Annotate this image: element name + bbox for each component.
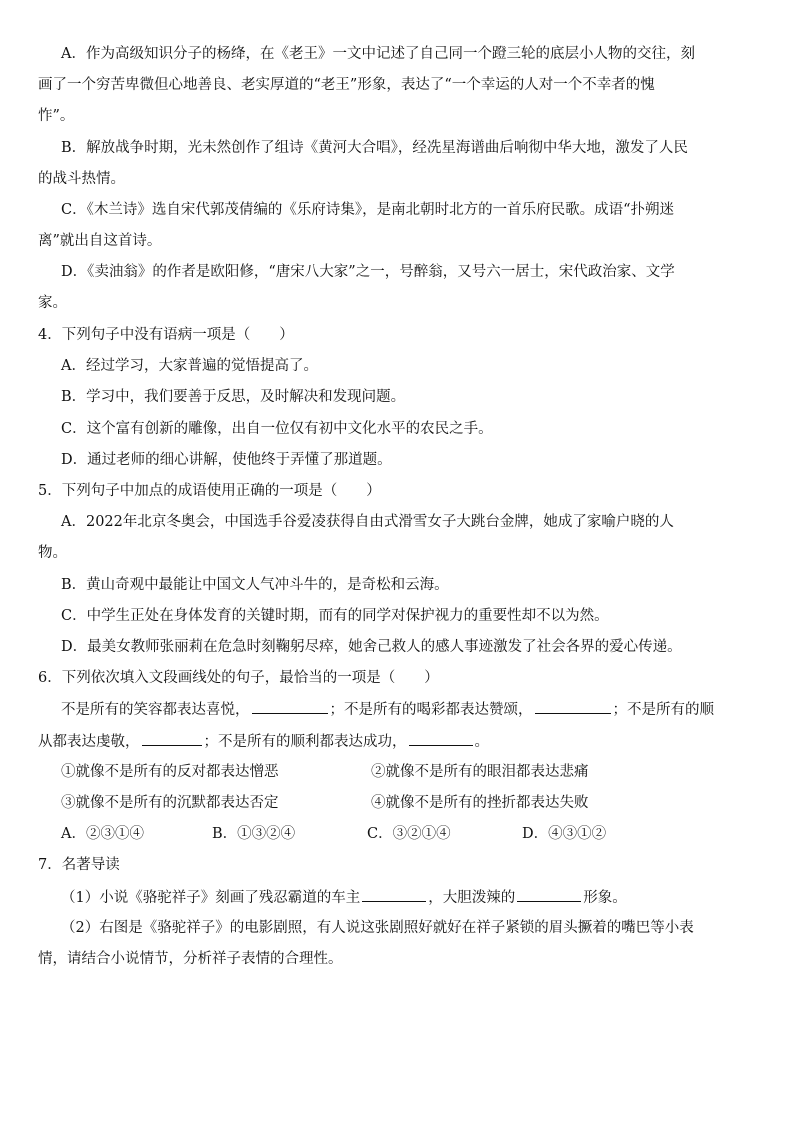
- q6-blank-3: [142, 731, 202, 746]
- q6-option-b: B．①③②④: [212, 826, 296, 842]
- q6-passage-line1: [61, 699, 714, 720]
- q3-option-a-line3: 怍”。: [38, 108, 75, 124]
- q5-option-c: C．中学生正处在身体发育的关键时期，而有的同学对保护视力的重要性却不以为然。: [61, 608, 609, 624]
- q6-blank-1: [252, 699, 328, 714]
- q6-passage-text: 不是所有的笑容都表达喜悦，: [61, 702, 250, 718]
- q6-passage-text: 。: [474, 734, 489, 750]
- q3-option-a-line1: A．作为高级知识分子的杨绛，在《老王》一文中记述了自己同一个蹬三轮的底层小人物的交往，刻: [61, 46, 695, 62]
- q6-passage-line2: [38, 731, 489, 752]
- q7-blank-2: [517, 887, 581, 902]
- q3-option-a-line2: 画了一个穷苦卑微但心地善良、老实厚道的“老王”形象，表达了“一个幸运的人对一个不幸者的愧: [38, 77, 655, 93]
- q4-option-c: C．这个富有创新的雕像，出自一位仅有初中文化水平的农民之手。: [61, 421, 493, 437]
- q3-option-d-line1: D．《卖油翁》的作者是欧阳修，“唐宋八大家”之一，号醉翁，又号六一居士，宋代政治家、文学: [61, 264, 675, 280]
- q5-option-d: D．最美女教师张丽莉在危急时刻鞠躬尽瘁，她舍己救人的感人事迹激发了社会各界的爱心传递。: [61, 639, 682, 655]
- q5-option-a-line1: A．2022年北京冬奥会，中国选手谷爱凌获得自由式滑雪女子大跳台金牌，她成了家喻户晓的人: [61, 514, 674, 530]
- q3-option-c-line2: 离”就出自这首诗。: [38, 233, 162, 249]
- q7-sub1-text: ，大胆泼辣的: [428, 890, 516, 906]
- q3-option-b-line1: B．解放战争时期，光未然创作了组诗《黄河大合唱》，经冼星海谱曲后响彻中华大地，激发了人民: [61, 140, 688, 156]
- q6-passage-text: ；不是所有的喝彩都表达赞颂，: [329, 702, 533, 718]
- q7-sub1: [61, 887, 627, 908]
- q6-item-2: ②就像不是所有的眼泪都表达悲痛: [371, 764, 589, 780]
- q3-option-b-line2: 的战斗热情。: [38, 171, 125, 187]
- q7-sub2-line2: 情，请结合小说情节，分析祥子表情的合理性。: [38, 951, 343, 967]
- q7-stem: 7．名著导读: [38, 857, 120, 873]
- q6-passage-text: ；不是所有的顺: [612, 702, 714, 718]
- q7-blank-1: [362, 887, 426, 902]
- q6-item-1: ①就像不是所有的反对都表达憎恶: [61, 764, 279, 780]
- q4-option-d: D．通过老师的细心讲解，使他终于弄懂了那道题。: [61, 452, 392, 468]
- q3-option-d-line2: 家。: [38, 295, 67, 311]
- q6-item-3: ③就像不是所有的沉默都表达否定: [61, 795, 279, 811]
- q6-stem: 6．下列依次填入文段画线处的句子，最恰当的一项是（ ）: [38, 670, 439, 686]
- q6-item-4: ④就像不是所有的挫折都表达失败: [371, 795, 589, 811]
- q6-blank-2: [535, 699, 611, 714]
- q7-sub2-line1: （2）右图是《骆驼祥子》的电影剧照，有人说这张剧照好就好在祥子紧锁的眉头撅着的嘴巴等小表: [61, 920, 694, 936]
- q7-sub1-text: 形象。: [583, 890, 627, 906]
- q4-stem: 4．下列句子中没有语病一项是（ ）: [38, 327, 294, 343]
- q5-option-b: B．黄山奇观中最能让中国文人气冲斗牛的，是奇松和云海。: [61, 577, 449, 593]
- q5-option-a-line2: 物。: [38, 545, 67, 561]
- q3-option-c-line1: C．《木兰诗》选自宋代郭茂倩编的《乐府诗集》，是南北朝时北方的一首乐府民歌。成语“扑朔迷: [61, 202, 675, 218]
- q4-option-a: A．经过学习，大家普遍的觉悟提高了。: [61, 358, 318, 374]
- q6-passage-text: 从都表达虔敬，: [38, 734, 140, 750]
- q7-sub1-text: （1）小说《骆驼祥子》刻画了残忍霸道的车主: [61, 890, 361, 906]
- q6-blank-4: [409, 731, 473, 746]
- q6-option-d: D．④③①②: [522, 826, 607, 842]
- q5-stem: 5．下列句子中加点的成语使用正确的一项是（ ）: [38, 483, 381, 499]
- q6-option-c: C．③②①④: [367, 826, 451, 842]
- q6-passage-text: ；不是所有的顺利都表达成功，: [203, 734, 407, 750]
- q6-option-a: A．②③①④: [61, 826, 144, 842]
- q4-option-b: B．学习中，我们要善于反思，及时解决和发现问题。: [61, 389, 406, 405]
